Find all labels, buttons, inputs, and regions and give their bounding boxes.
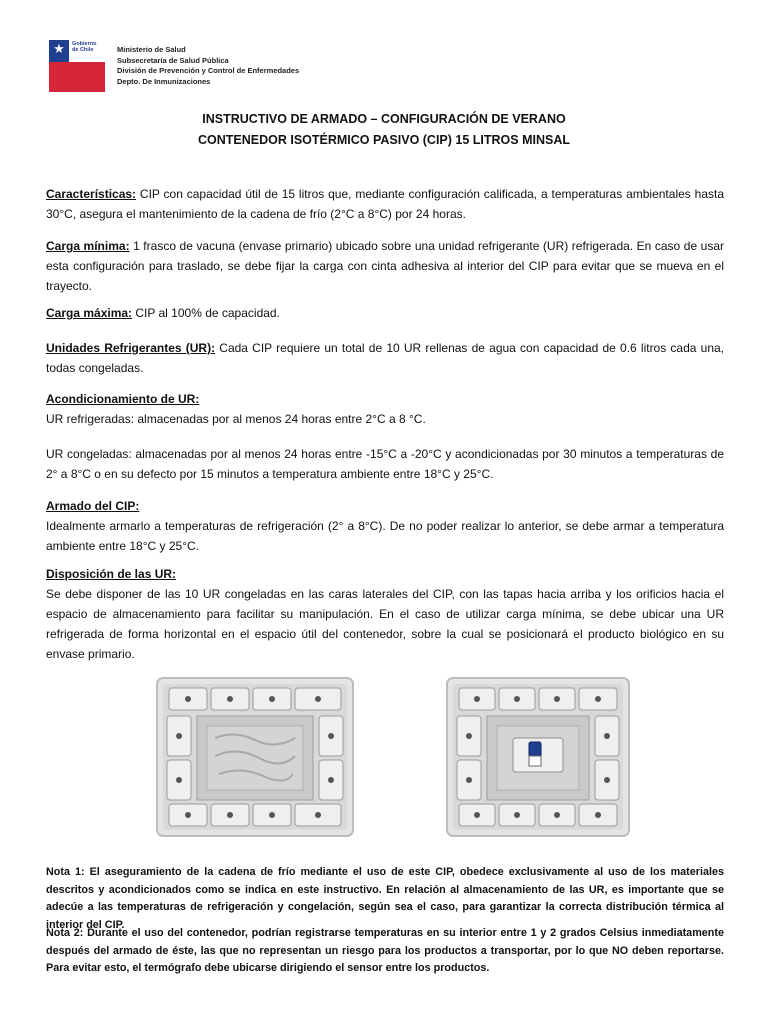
caracteristicas-paragraph bbox=[46, 184, 724, 224]
armado-text: Idealmente armarlo a temperaturas de refrigeración (2° a 8°C). De no poder realizar lo anterior, se debe armar a temperatura ambiente entre 18°C y 25°C. bbox=[46, 519, 724, 553]
carga-maxima-paragraph bbox=[46, 303, 724, 323]
unidades-paragraph bbox=[46, 338, 724, 378]
logo-text: Gobierno de Chile bbox=[72, 41, 97, 53]
logo-red-field bbox=[49, 62, 105, 92]
carga-maxima-label: Carga máxima: bbox=[46, 306, 133, 320]
nota-2: Nota 2: Durante el uso del contenedor, podrían registrarse temperaturas en su interior entre 1 y 2 grados Celsius inmediatamente después del armado de éste, las que no representan un riesgo para los productos a transportar, por lo que NO deben reportarse. Para evitar esto, el termógrafo debe ubicarse dirigiendo el sensor entre los productos. bbox=[46, 927, 724, 974]
nota-1: Nota 1: El aseguramiento de la cadena de frío mediante el uso de este CIP, obedece exclusivamente al uso de los materiales descritos y acondicionados como se indica en este instructivo. En relación al almacenamiento de las UR, es importante que se adecúe a las temperaturas de refrigeración y congelación, según sea el caso, para garantizar la correcta distribución térmica al interior del CIP. bbox=[46, 866, 724, 931]
ministry-header bbox=[117, 45, 299, 87]
container-photo-empty bbox=[155, 676, 355, 838]
acondicionamiento-text-2: UR congeladas: almacenadas por al menos 24 horas entre -15°C a -20°C y acondicionadas por 30 minutos a temperaturas de 2° a 8°C o en su defecto por 15 minutos a temperatura ambiente entre 18°C y 25°C. bbox=[46, 447, 724, 481]
carga-maxima-text: CIP al 100% de capacidad. bbox=[132, 306, 280, 320]
disposicion-paragraph bbox=[46, 564, 724, 664]
document-title-line-1: INSTRUCTIVO DE ARMADO – CONFIGURACIÓN DE VERANO bbox=[202, 112, 566, 126]
star-icon: ★ bbox=[53, 42, 65, 57]
unidades-label: Unidades Refrigerantes (UR): bbox=[46, 341, 216, 355]
document-title-line-2: CONTENEDOR ISOTÉRMICO PASIVO (CIP) 15 LITROS MINSAL bbox=[197, 133, 570, 147]
ministry-line: Depto. De Inmunizaciones bbox=[117, 76, 211, 86]
carga-minima-label: Carga mínima: bbox=[46, 239, 130, 253]
caracteristicas-label: Características: bbox=[46, 187, 137, 201]
armado-paragraph bbox=[46, 496, 724, 556]
acondicionamiento-label: Acondicionamiento de UR: bbox=[46, 392, 200, 406]
unidades-text: Cada CIP requiere un total de 10 UR rellenas de agua con capacidad de 0.6 litros cada una, todas congeladas. bbox=[46, 341, 724, 375]
acondicionamiento-paragraph bbox=[46, 389, 724, 429]
carga-minima-paragraph bbox=[46, 236, 724, 296]
gobierno-de-chile-logo bbox=[49, 40, 105, 92]
disposicion-label: Disposición de las UR: bbox=[46, 567, 177, 581]
acondicionamiento-text-1: UR refrigeradas: almacenadas por al menos 24 horas entre 2°C a 8 °C. bbox=[46, 412, 426, 426]
ministry-line: Subsecretaría de Salud Pública bbox=[117, 55, 229, 65]
ministry-line: División de Prevención y Control de Enfermedades bbox=[117, 66, 300, 75]
caracteristicas-text: CIP con capacidad útil de 15 litros que, mediante configuración calificada, a temperaturas ambientales hasta 30°C, asegura el mantenimiento de la cadena de frío (2°C a 8°C) por 24 horas. bbox=[46, 187, 724, 221]
disposicion-text: Se debe disponer de las 10 UR congeladas en las caras laterales del CIP, con las tapas hacia arriba y los orificios hacia el espacio de almacenamiento para facilitar su manipulación. En el caso de utilizar carga mínima, se debe ubicar una UR refrigerada de forma horizontal en el espacio útil del contenedor, sobre la cual se posicionará el producto biológico en su envase primario. bbox=[46, 587, 724, 661]
ministry-line: Ministerio de Salud bbox=[117, 45, 186, 54]
carga-minima-text: 1 frasco de vacuna (envase primario) ubicado sobre una unidad refrigerante (UR) refrigerada. En caso de usar esta configuración para traslado, se debe fijar la carga con cinta adhesiva al interior del CIP para evitar que se mueva en el trayecto. bbox=[46, 239, 724, 293]
armado-label: Armado del CIP: bbox=[46, 499, 140, 513]
container-photo-with-vial bbox=[445, 676, 631, 838]
